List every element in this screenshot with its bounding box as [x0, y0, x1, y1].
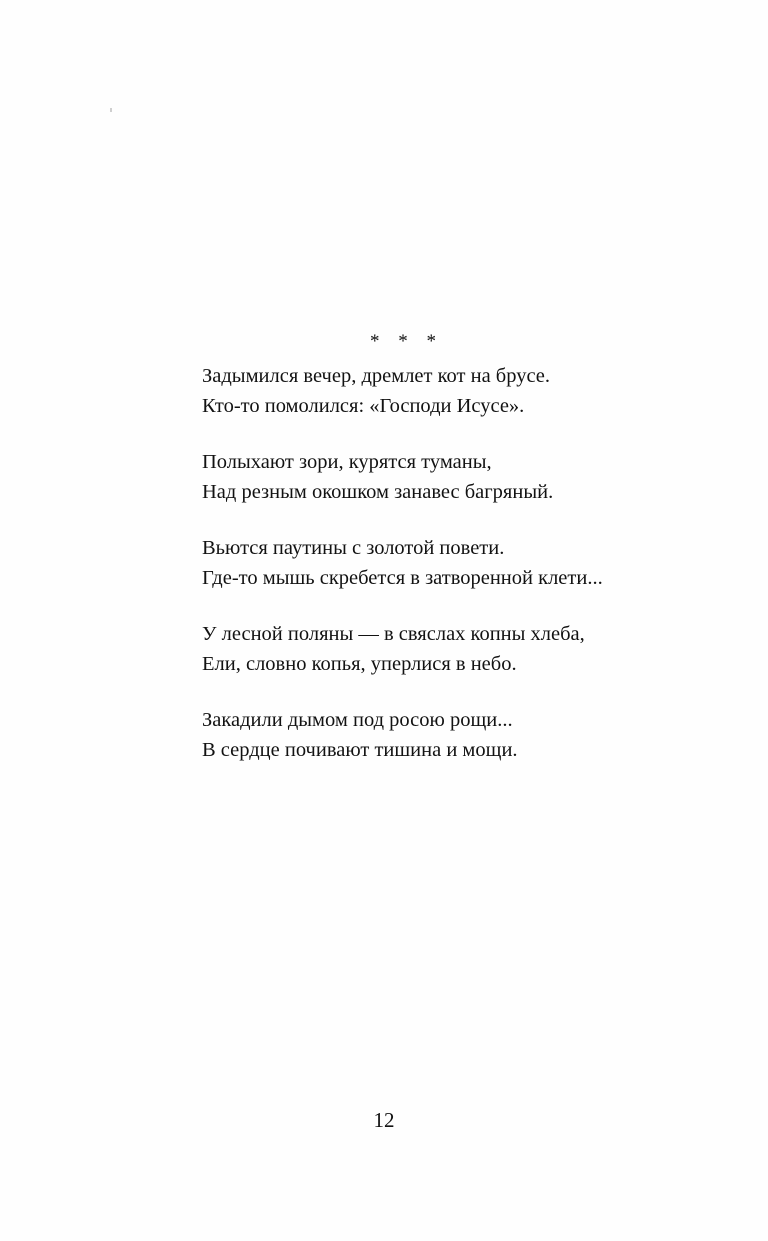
poem-line: Закадили дымом под росою рощи... — [202, 709, 513, 731]
poem-separator: * * * — [370, 331, 443, 352]
poem-line: Вьются паутины с золотой повети. — [202, 537, 505, 559]
poem-body — [202, 332, 682, 765]
poem-line: У лесной поляны — в свяслах копны хлеба, — [202, 623, 585, 645]
stanza — [202, 361, 682, 421]
poem-line: Кто-то помолился: «Господи Исусе». — [202, 395, 525, 417]
poem-line: Где-то мышь скребется в затворенной клети... — [202, 567, 603, 589]
stanza — [202, 705, 682, 765]
poem-line: Над резным окошком занавес багряный. — [202, 481, 554, 503]
page-number: 12 — [373, 1108, 395, 1132]
poem-line: Задымился вечер, дремлет кот на брусе. — [202, 365, 551, 387]
poem-line: Полыхают зори, курятся туманы, — [202, 451, 492, 473]
stanza — [202, 533, 682, 593]
page-speck — [110, 108, 112, 112]
stanza — [202, 619, 682, 679]
poem-line: В сердце почивают тишина и мощи. — [202, 739, 518, 761]
poem-line: Ели, словно копья, уперлися в небо. — [202, 653, 517, 675]
stanza — [202, 447, 682, 507]
